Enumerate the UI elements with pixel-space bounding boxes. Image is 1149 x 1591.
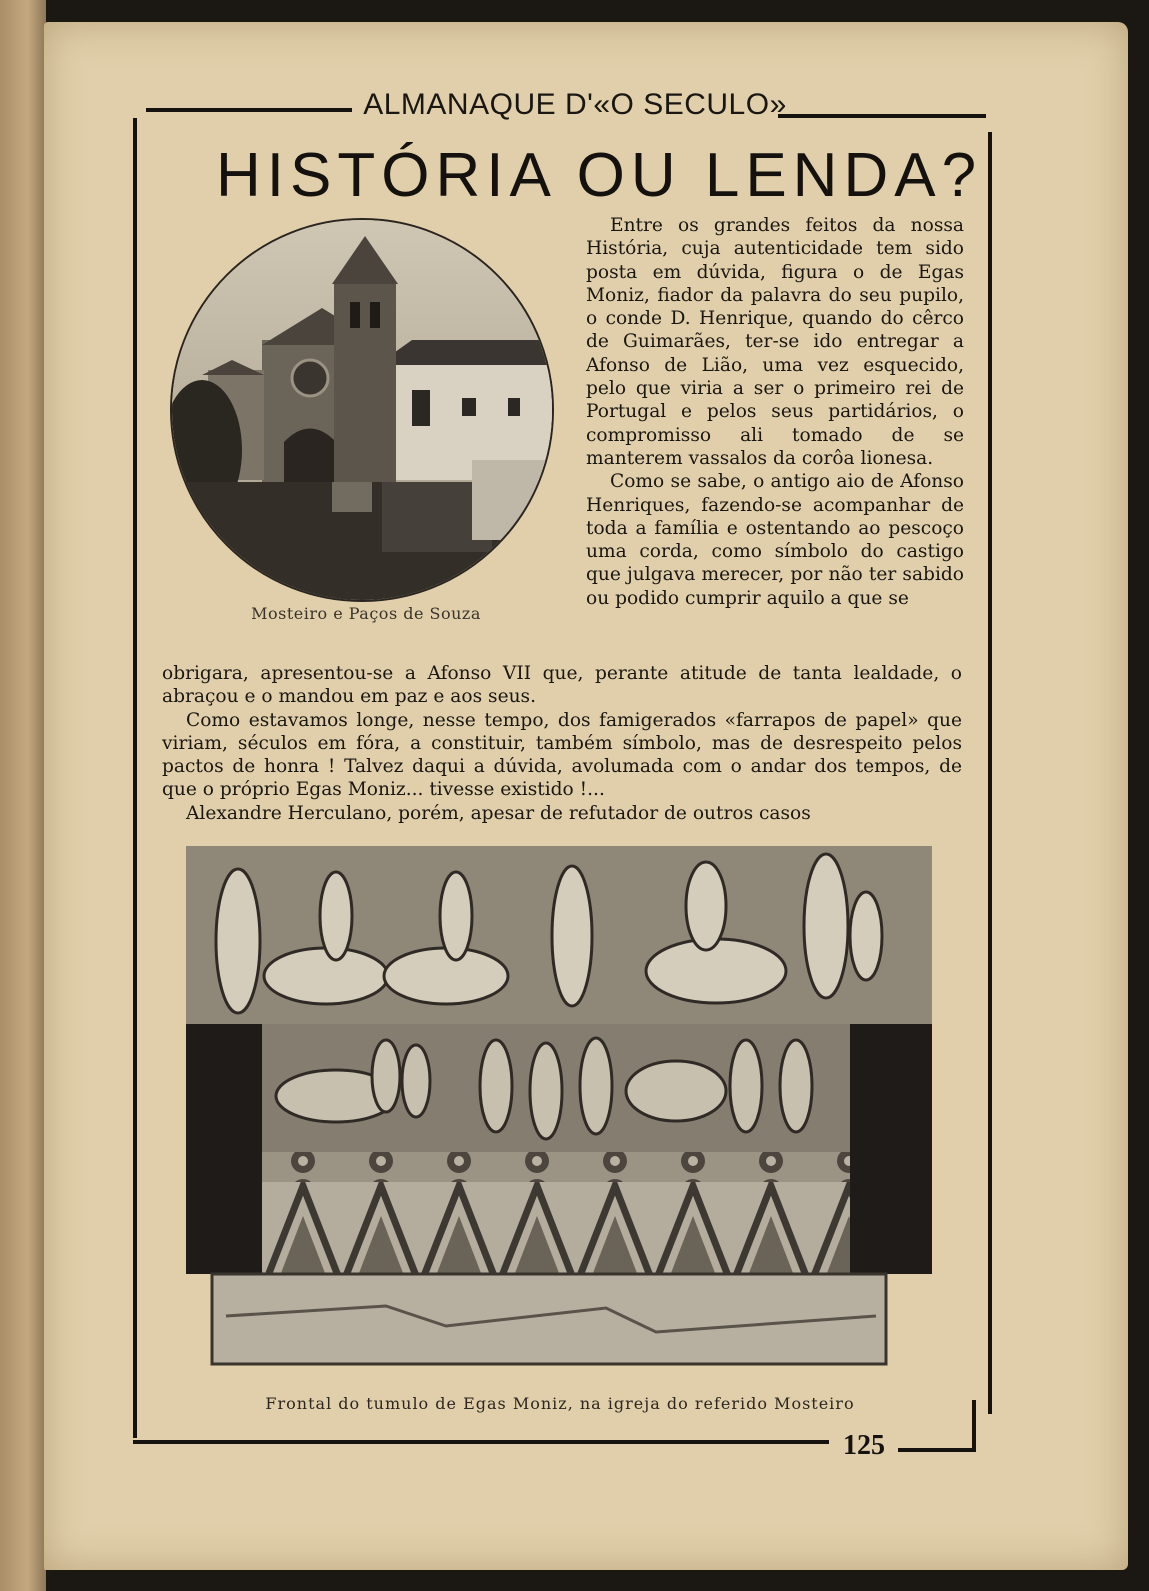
- monastery-photo: [170, 218, 554, 602]
- paragraph: Como se sabe, o antigo aio de Afonso Henriques, fazendo-se acompanhar de toda a família e ostentando ao pescoço uma corda, como símbolo do castigo que julgava merecer, por não ter sabido ou podido cumprir aquilo a que se: [586, 471, 964, 609]
- header-rule-left: [146, 108, 352, 112]
- paragraph: Alexandre Herculano, porém, apesar de refutador de outros casos: [186, 802, 811, 824]
- relief-caption: Frontal do tumulo de Egas Moniz, na igreja do referido Mosteiro: [265, 1394, 855, 1413]
- photo-caption: Mosteiro e Paços de Souza: [251, 604, 481, 623]
- footer-rule-right: [898, 1448, 976, 1452]
- tomb-relief-illustration: [186, 846, 932, 1366]
- paragraph: Como estavamos longe, nesse tempo, dos famigerados «farrapos de papel» que viriam, séculos em fóra, a constituir, também símbolo, mas de desrespeito pelos pactos de honra ! Talvez daqui a dúvida, avolumada com o andar dos tempos, de que o próprio Egas Moniz... tivesse existido !...: [162, 709, 962, 801]
- monastery-illustration: [172, 220, 552, 600]
- almanac-header: ALMANAQUE D'«O SECULO»: [363, 88, 787, 121]
- article-body: [162, 662, 962, 825]
- frame-left-border: [133, 118, 137, 1438]
- article-column: [586, 214, 964, 610]
- paragraph: Entre os grandes feitos da nossa História, cuja autenticidade tem sido posta em dúvida, figura o de Egas Moniz, fiador da palavra do seu pupilo, o conde D. Henrique, quando do cêrco de Guimarães, ter-se ido entregar a Afonso de Lião, uma vez esquecido, pelo que viria a ser o primeiro rei de Portugal e pelos seus partidários, o compromisso ali tomado de se manterem vassalos da corôa lionesa.: [586, 215, 964, 469]
- page-number: 125: [843, 1430, 885, 1461]
- footer-rule-left: [133, 1440, 829, 1444]
- frame-right-border: [988, 132, 992, 1414]
- book-spine-margin: [0, 0, 46, 1591]
- article-title: HISTÓRIA OU LENDA?: [216, 141, 983, 210]
- footer-corner: [972, 1400, 976, 1450]
- paragraph: obrigara, apresentou-se a Afonso VII que, perante atitude de tanta lealdade, o abraçou e o mandou em paz e aos seus.: [162, 663, 962, 708]
- header-rule-right: [778, 114, 986, 118]
- tomb-relief-photo: [186, 846, 932, 1366]
